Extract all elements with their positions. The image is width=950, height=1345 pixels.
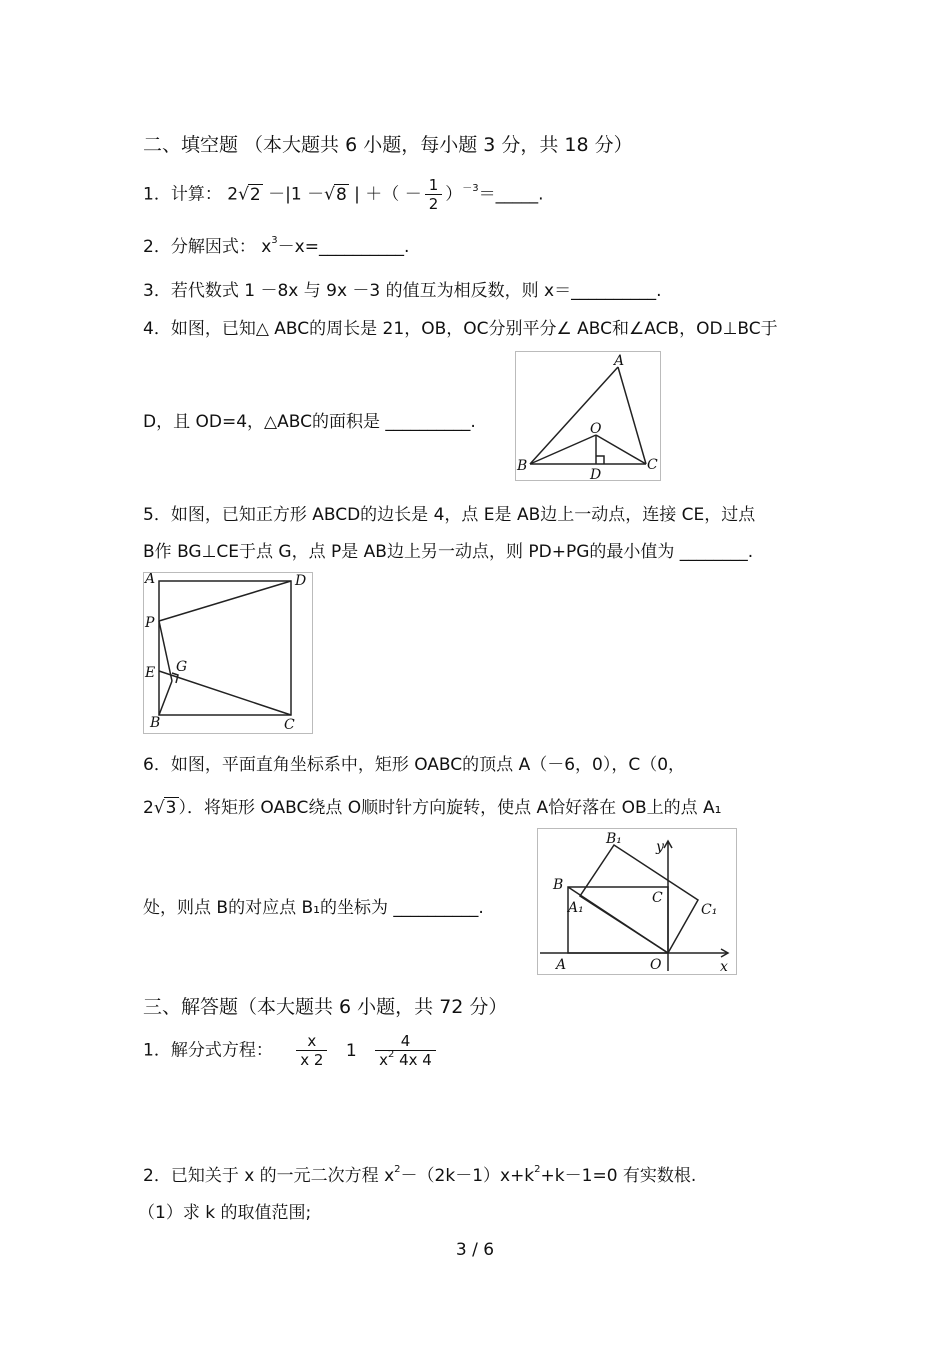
s3q1-frac2-den <box>375 1051 436 1069</box>
s3q1-middle: 1 <box>345 1040 357 1061</box>
q1-fraction <box>425 176 443 213</box>
q5-label-A: A <box>145 573 156 587</box>
q1-lead: 计算： <box>170 184 222 205</box>
q5-label-E: E <box>145 665 156 681</box>
q5-label-C: C <box>284 717 295 733</box>
question-4-line2: D，且 OD=4，△ABC的面积是 __________. <box>143 412 476 432</box>
q6-label-C1: C₁ <box>701 902 718 918</box>
q1-part-b: －|1 － <box>268 184 325 205</box>
question-5-line1: 5．如图，已知正方形 ABCD的边长是 4，点 E是 AB边上一动点，连接 CE，过点 <box>143 505 756 525</box>
s3q2-mid: －（2k－1）x+k <box>400 1166 535 1186</box>
question-6-line1: 6．如图，平面直角坐标系中，矩形 OABC的顶点 A（－6，0），C（0， <box>143 755 686 775</box>
q1-root2: 8 <box>335 184 347 205</box>
q4-label-D: D <box>590 467 602 480</box>
q5-label-P: P <box>145 615 155 631</box>
s3q1-frac2-den-exp: 2 <box>387 1049 395 1060</box>
s3q2-lead: 2．已知关于 x 的一元二次方程 x <box>143 1166 395 1186</box>
q2-tail: －x=__________. <box>277 237 410 257</box>
s3q1-frac2-den-rest: 4x 4 <box>394 1051 432 1069</box>
q6-label-C: C <box>652 890 663 906</box>
question-2 <box>143 232 409 257</box>
q6-line2-text: ）．将矩形 OABC绕点 O顺时针方向旋转，使点 A恰好落在 OB上的点 A₁ <box>178 798 722 818</box>
s3q2-exp1: 2 <box>394 1164 401 1176</box>
q5-label-D: D <box>295 573 307 589</box>
q2-number: 2． <box>143 237 171 257</box>
q1-part-c: | ＋（ － <box>354 184 422 205</box>
s3q2-tail: +k－1=0 有实数根. <box>540 1166 697 1186</box>
q4-label-B: B <box>517 458 528 474</box>
q1-answer: ＝_____. <box>478 184 544 205</box>
q4-label-C: C <box>647 457 658 473</box>
q1-number: 1． <box>143 184 171 205</box>
q1-frac-num: 1 <box>425 176 443 195</box>
q5-square-figure <box>143 572 313 734</box>
q4-label-O: O <box>590 421 602 437</box>
s3-question-2 <box>143 1161 696 1186</box>
q5-label-G: G <box>176 659 188 675</box>
question-5-line2: B作 BG⊥CE于点 G，点 P是 AB边上另一动点，则 PD+PG的最小值为 ________. <box>143 542 754 562</box>
s3q1-fraction-2 <box>375 1032 436 1069</box>
question-1: 1．计算： 2√2 －|1 －√8 | ＋（ － $\frac{1}{2}$ ）$^{-3}$＝_____. <box>143 176 544 213</box>
q6-label-x: x <box>720 959 728 974</box>
q2-exponent: 3 <box>271 235 278 247</box>
q1-part-d: ） <box>445 184 463 205</box>
s3q1-frac1-num: x <box>296 1032 327 1051</box>
q6-label-O: O <box>650 957 662 973</box>
question-3: 3．若代数式 1 －8x 与 9x －3 的值互为相反数，则 x＝__________. <box>143 281 662 301</box>
q6-coordinate-figure <box>537 828 737 975</box>
q2-lead: 分解因式： x <box>170 237 272 257</box>
q1-coef: 2 <box>227 184 239 205</box>
s3q2-exp2: 2 <box>534 1164 541 1176</box>
q6-coef: 2 <box>143 798 154 818</box>
q4-label-A: A <box>614 353 625 369</box>
s3q1-frac2-num: 4 <box>375 1032 436 1051</box>
s3q1-frac2-den-x: x <box>379 1051 388 1069</box>
section-2-title: 二、填空题 （本大题共 6 小题，每小题 3 分，共 18 分） <box>143 134 633 156</box>
s3-question-2-part-1: （1）求 k 的取值范围; <box>138 1203 312 1223</box>
q1-frac-den: 2 <box>428 195 439 213</box>
question-6-line2: 2√3 ）．将矩形 OABC绕点 O顺时针方向旋转，使点 A恰好落在 OB上的点 A₁ <box>143 798 722 818</box>
q6-label-A1: A₁ <box>568 900 584 916</box>
q1-root1: 2 <box>249 184 261 205</box>
q6-label-B: B <box>553 877 564 893</box>
section-3-title: 三、解答题（本大题共 6 小题，共 72 分） <box>143 996 508 1018</box>
s3-question-1 <box>143 1032 439 1069</box>
q6-label-y: y <box>656 839 664 855</box>
question-4-line1: 4．如图，已知△ ABC的周长是 21，OB，OC分别平分∠ ABC和∠ACB，OD⊥BC于 <box>143 319 778 339</box>
s3q1-lead: 1．解分式方程： <box>143 1040 273 1061</box>
q1-exponent: －3 <box>462 182 479 194</box>
page-number: 3 / 6 <box>455 1240 495 1260</box>
q6-root: 3 <box>165 798 177 818</box>
q6-label-A: A <box>556 957 567 973</box>
question-6-line3: 处，则点 B的对应点 B₁的坐标为 __________. <box>143 898 484 918</box>
s3q1-frac1-den: x 2 <box>300 1051 324 1069</box>
q6-label-B1: B₁ <box>606 831 622 847</box>
s3q1-fraction-1 <box>296 1032 327 1069</box>
q5-label-B: B <box>150 715 161 731</box>
q4-triangle-figure <box>515 351 661 481</box>
